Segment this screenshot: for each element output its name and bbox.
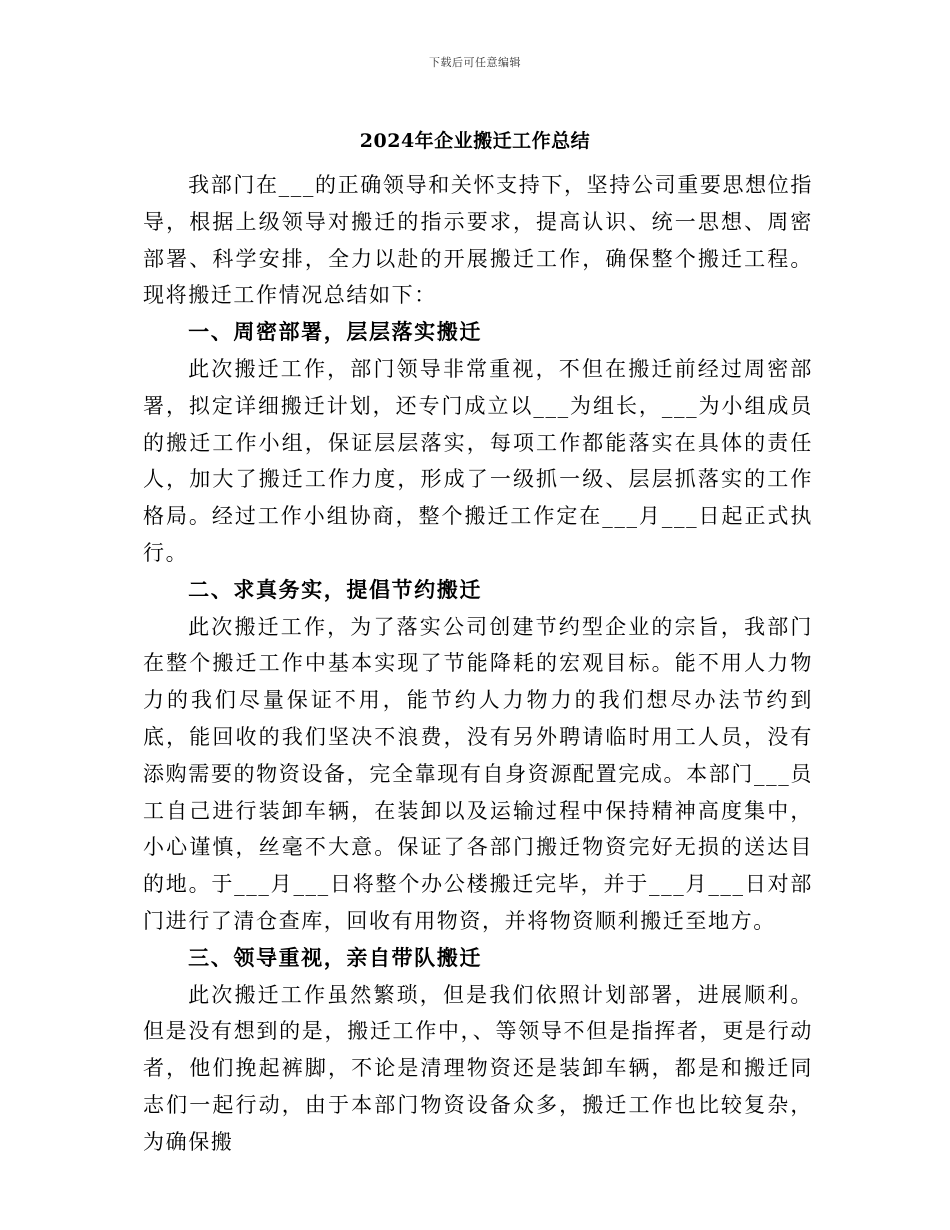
section-body-1: 此次搬迁工作，部门领导非常重视，不但在搬迁前经过周密部署，拟定详细搬迁计划，还专门成立以___为组长，___为小组成员的搬迁工作小组，保证层层落实，每项工作都能落实在具体的责任人，加大了搬迁工作力度，形成了一级抓一级、层层抓落实的工作格局。经过工作小组协商，整个搬迁工作定在___月___日起正式执行。 (143, 356, 813, 565)
section-heading-1: 一、周密部署，层层落实搬迁 (188, 319, 482, 345)
header-note: 下载后可任意编辑 (429, 56, 521, 69)
section-body-3: 此次搬迁工作虽然繁琐，但是我们依照计划部署，进展顺利。但是没有想到的是，搬迁工作中，、等领导不但是指挥者，更是行动者，他们挽起裤脚，不论是清理物资还是装卸车辆，都是和搬迁同志们一起行动，由于本部门物资设备众多，搬迁工作也比较复杂，为确保搬 (143, 982, 813, 1154)
document-body (143, 167, 813, 1161)
document-title: 2024年企业搬迁工作总结 (359, 130, 591, 152)
intro-paragraph: 我部门在___的正确领导和关怀支持下，坚持公司重要思想位指导，根据上级领导对搬迁的指示要求，提高认识、统一思想、周密部署、科学安排，全力以赴的开展搬迁工作，确保整个搬迁工程。现将搬迁工作情况总结如下： (143, 173, 813, 308)
section-heading-2: 二、求真务实，提倡节约搬迁 (188, 576, 482, 602)
section-body-2: 此次搬迁工作，为了落实公司创建节约型企业的宗旨，我部门在整个搬迁工作中基本实现了节能降耗的宏观目标。能不用人力物力的我们尽量保证不用，能节约人力物力的我们想尽办法节约到底，能回收的我们坚决不浪费，没有另外聘请临时用工人员，没有添购需要的物资设备，完全靠现有自身资源配置完成。本部门___员工自己进行装卸车辆，在装卸以及运输过程中保持精神高度集中，小心谨慎，丝毫不大意。保证了各部门搬迁物资完好无损的送达目的地。于___月___日将整个办公楼搬迁完毕，并于___月___日对部门进行了清仓查库，回收有用物资，并将物资顺利搬迁至地方。 (143, 614, 813, 933)
section-heading-3: 三、领导重视，亲自带队搬迁 (188, 944, 482, 970)
